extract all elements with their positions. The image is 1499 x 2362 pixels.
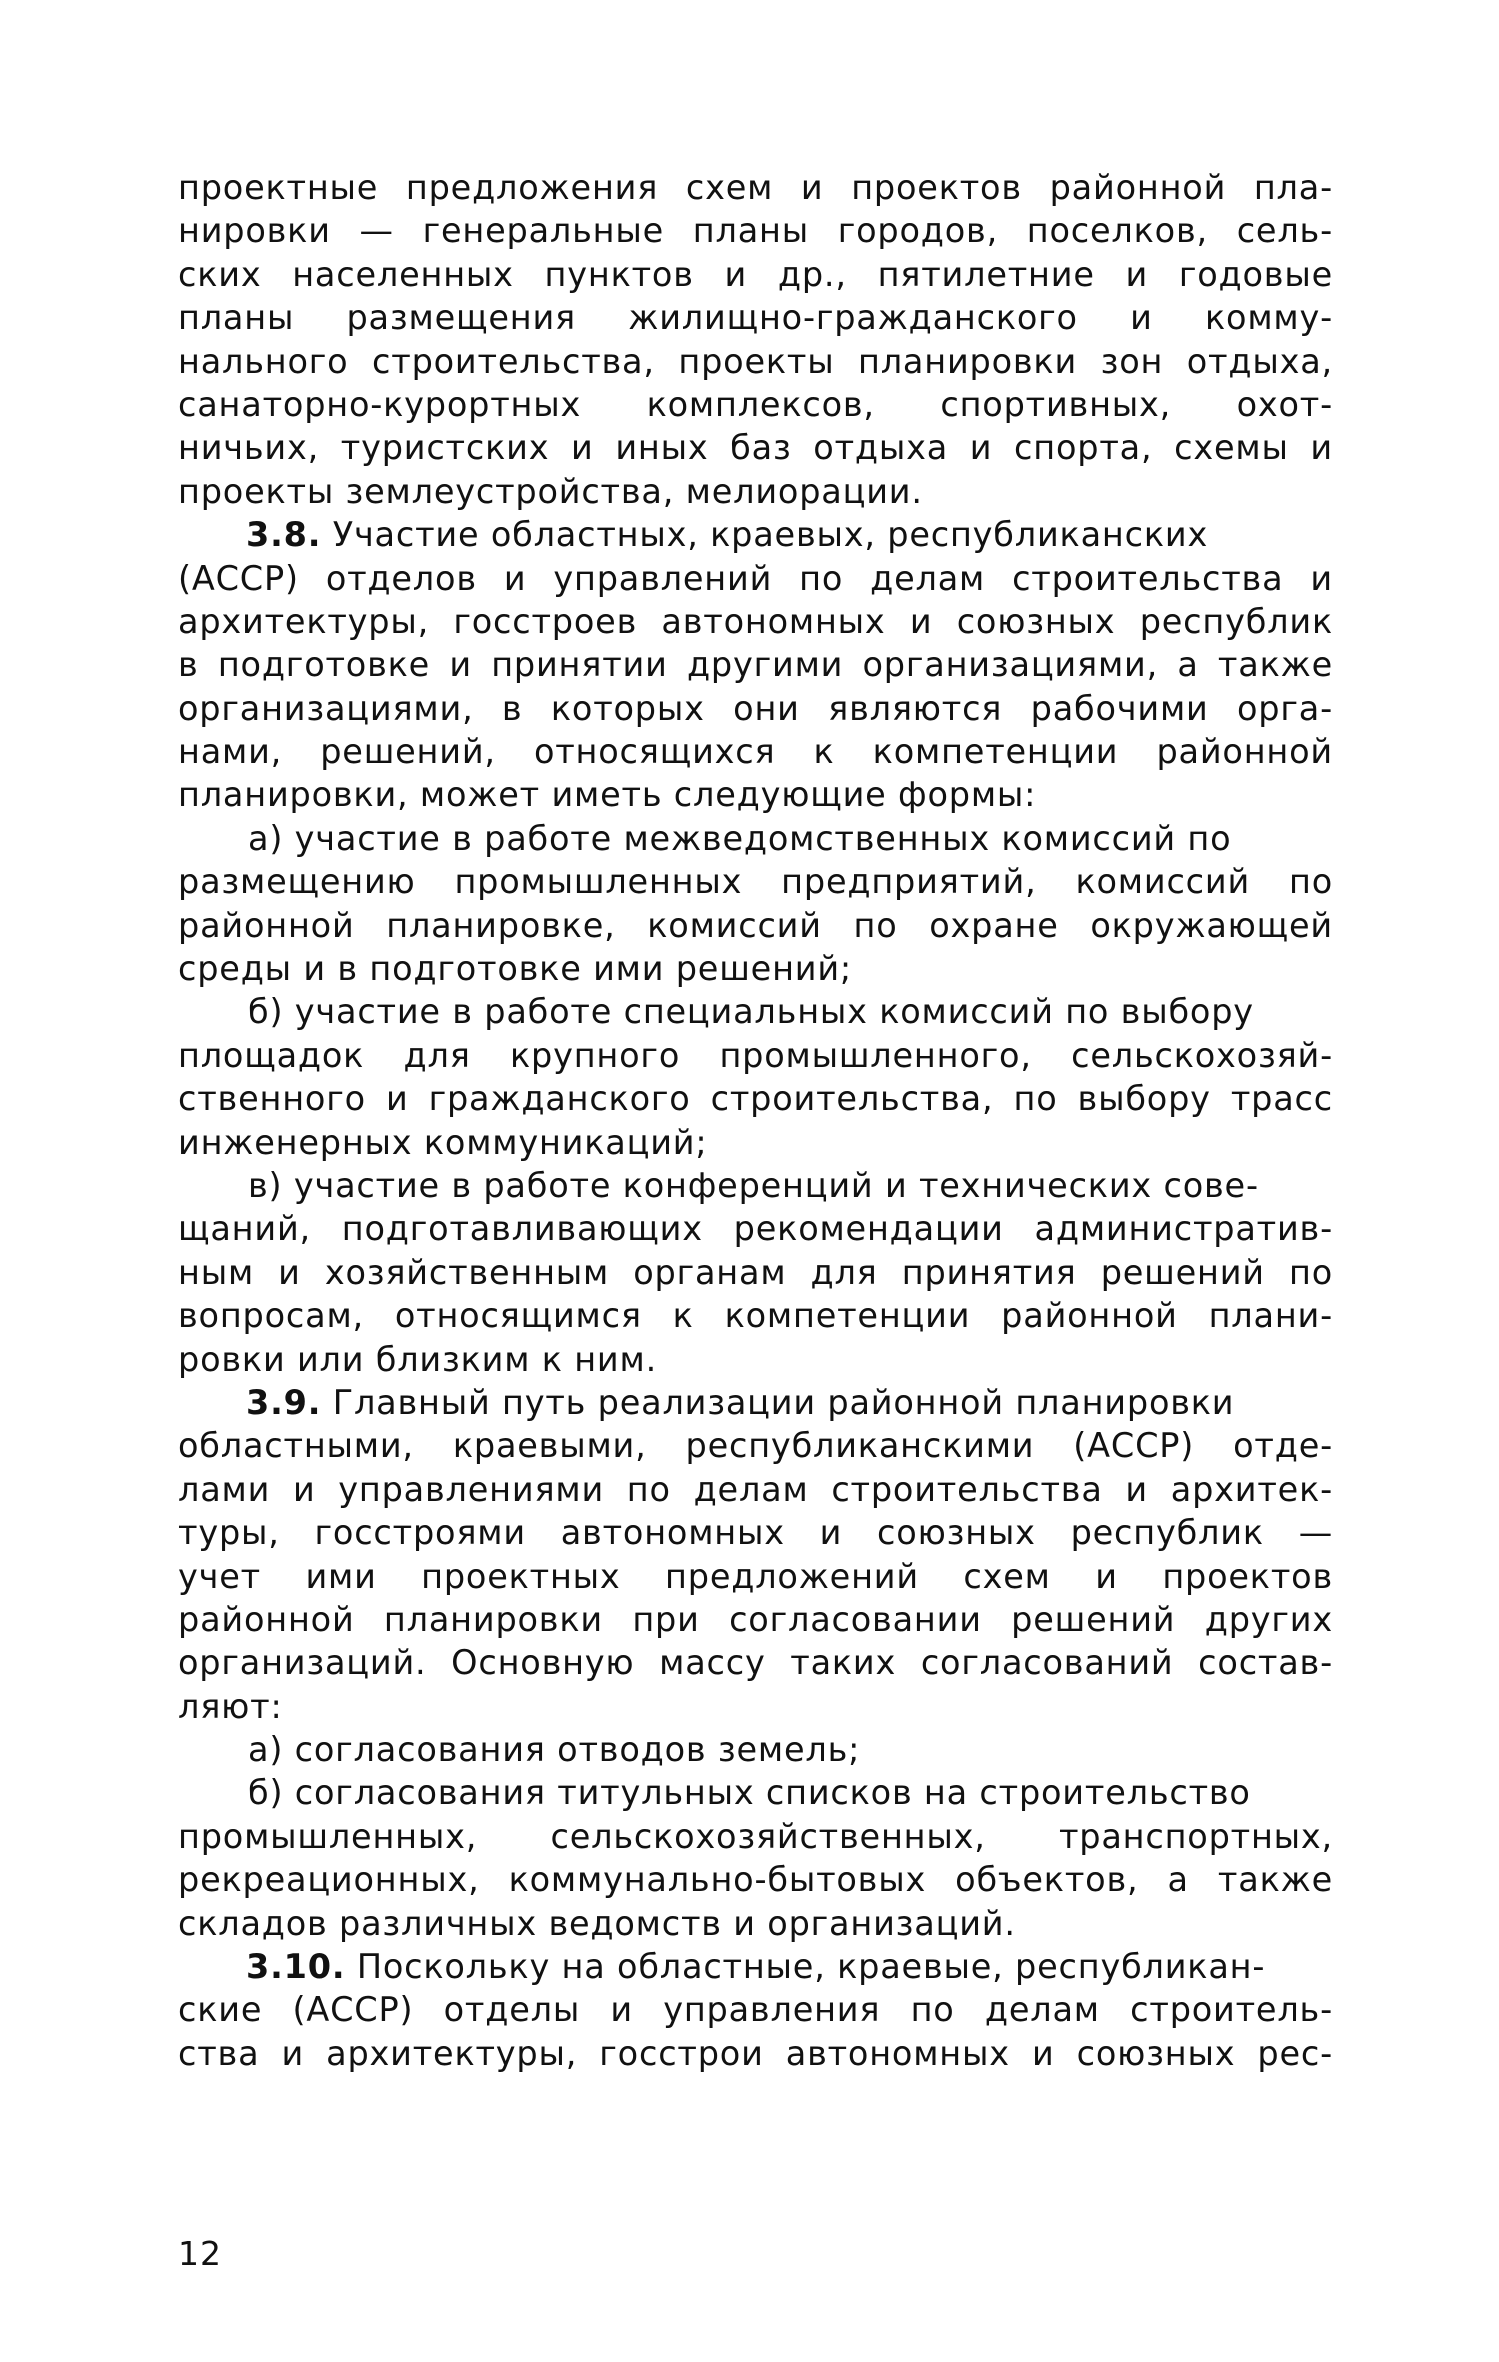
- text-line: а) согласования отводов земель;: [248, 1730, 861, 1770]
- text-line: ничьих, туристских и иных баз отдыха и спорта, схемы и: [178, 428, 1333, 468]
- text-fragment: Участие областных, краевых, республиканских: [321, 515, 1209, 555]
- section-number: 3.10.: [246, 1947, 346, 1987]
- text-line: планы размещения жилищно-гражданского и комму-: [178, 298, 1333, 338]
- paragraph-3-10: [178, 1945, 1333, 2075]
- paragraph-3-8: [178, 513, 1333, 817]
- page-number: 12: [178, 2234, 222, 2273]
- list-item-v: [178, 1164, 1333, 1381]
- text-line: планировки, может иметь следующие формы:: [178, 775, 1037, 815]
- text-line: проекты землеустройства, мелиорации.: [178, 471, 923, 511]
- text-line: вопросам, относящимся к компетенции районной плани-: [178, 1296, 1333, 1336]
- list-item-b-2: [178, 1771, 1333, 1945]
- text-line: организаций. Основную массу таких согласований состав-: [178, 1643, 1333, 1683]
- text-line: ства и архитектуры, госстрои автономных и союзных рес-: [178, 2033, 1333, 2073]
- text-line: ровки или близким к ним.: [178, 1339, 658, 1379]
- text-line: в) участие в работе конференций и технических сове-: [248, 1165, 1259, 1205]
- text-line: нировки — генеральные планы городов, поселков, сель-: [178, 211, 1333, 251]
- text-line: рекреационных, коммунально-бытовых объектов, а также: [178, 1860, 1333, 1900]
- text-line: [178, 1381, 1333, 1424]
- text-line: ляют:: [178, 1686, 283, 1726]
- text-line: нами, решений, относящихся к компетенции районной: [178, 732, 1333, 772]
- text-line: инженерных коммуникаций;: [178, 1122, 708, 1162]
- text-line: промышленных, сельскохозяйственных, транспортных,: [178, 1816, 1333, 1856]
- list-item-a: [178, 817, 1333, 991]
- paragraph-intro: [178, 166, 1333, 513]
- text-line: размещению промышленных предприятий, комиссий по: [178, 862, 1333, 902]
- text-line: туры, госстроями автономных и союзных республик —: [178, 1513, 1333, 1553]
- text-line: б) согласования титульных списков на строительство: [248, 1773, 1251, 1813]
- list-item-a-2: [178, 1728, 1333, 1771]
- text-line: архитектуры, госстроев автономных и союзных республик: [178, 601, 1333, 641]
- list-item-b: [178, 990, 1333, 1164]
- text-line: [178, 513, 1333, 556]
- section-number: 3.8.: [246, 515, 322, 555]
- text-line: санаторно-курортных комплексов, спортивных, охот-: [178, 384, 1333, 424]
- section-number: 3.9.: [246, 1382, 322, 1422]
- text-line: лами и управлениями по делам строительства и архитек-: [178, 1469, 1333, 1509]
- text-line: площадок для крупного промышленного, сельскохозяй-: [178, 1035, 1333, 1075]
- text-line: [178, 1945, 1333, 1988]
- text-line: районной планировке, комиссий по охране окружающей: [178, 905, 1333, 945]
- text-line: областными, краевыми, республиканскими (АССР) отде-: [178, 1426, 1333, 1466]
- text-line: б) участие в работе специальных комиссий по выбору: [248, 992, 1254, 1032]
- text-line: а) участие в работе межведомственных комиссий по: [248, 818, 1232, 858]
- text-line: среды и в подготовке ими решений;: [178, 949, 853, 989]
- body-text: [178, 166, 1333, 2075]
- text-line: в подготовке и принятии другими организациями, а также: [178, 645, 1333, 685]
- text-line: районной планировки при согласовании решений других: [178, 1599, 1333, 1639]
- text-line: складов различных ведомств и организаций.: [178, 1903, 1016, 1943]
- text-fragment: Поскольку на областные, краевые, республикан-: [345, 1947, 1266, 1987]
- text-fragment: Главный путь реализации районной планировки: [321, 1382, 1235, 1422]
- text-line: ских населенных пунктов и др., пятилетние и годовые: [178, 254, 1333, 294]
- paragraph-3-9: [178, 1381, 1333, 1728]
- text-line: проектные предложения схем и проектов районной пла-: [178, 168, 1333, 207]
- text-line: щаний, подготавливающих рекомендации административ-: [178, 1209, 1333, 1249]
- text-line: ственного и гражданского строительства, по выбору трасс: [178, 1079, 1333, 1119]
- text-line: нального строительства, проекты планировки зон отдыха,: [178, 341, 1333, 381]
- text-line: (АССР) отделов и управлений по делам строительства и: [178, 558, 1333, 598]
- text-line: организациями, в которых они являются рабочими орга-: [178, 688, 1333, 728]
- text-line: ным и хозяйственным органам для принятия решений по: [178, 1252, 1333, 1292]
- text-line: учет ими проектных предложений схем и проектов: [178, 1556, 1333, 1596]
- text-line: ские (АССР) отделы и управления по делам строитель-: [178, 1990, 1333, 2030]
